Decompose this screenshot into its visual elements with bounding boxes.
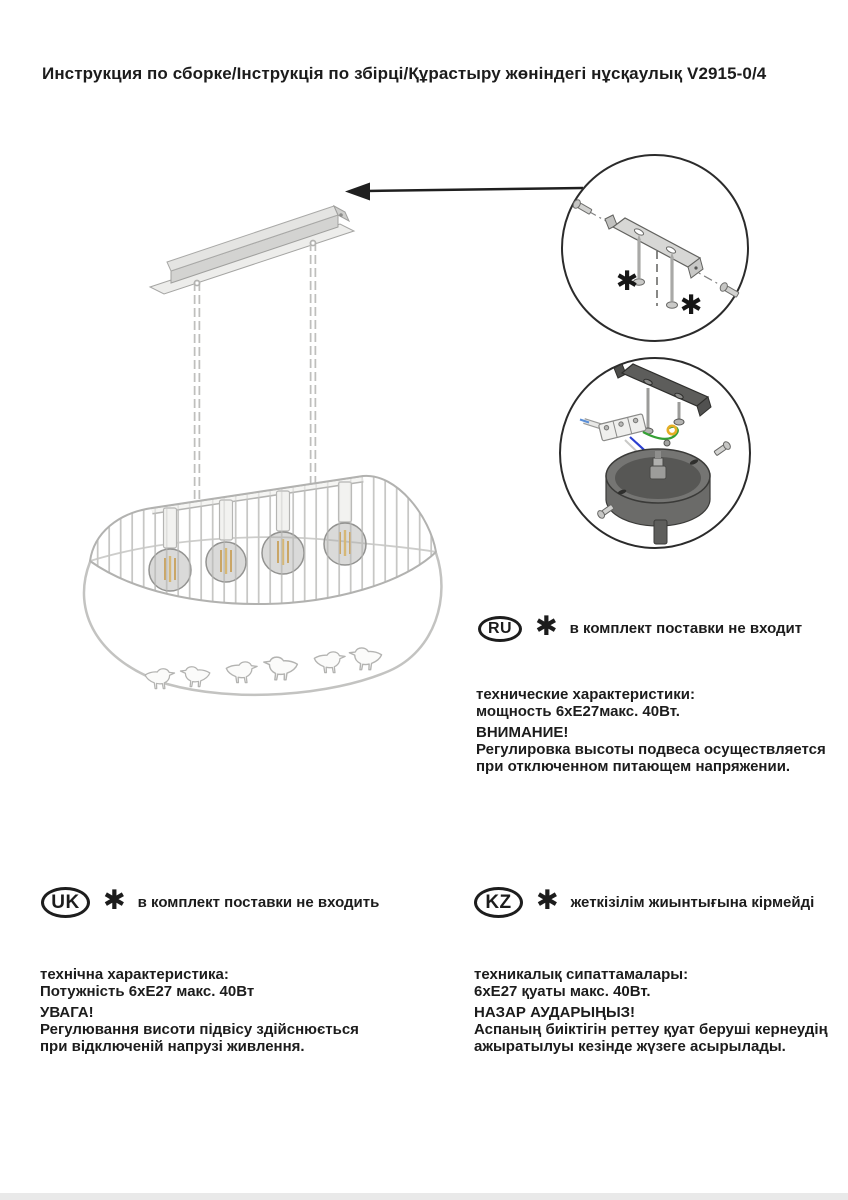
page-footer-strip bbox=[0, 1193, 848, 1200]
warning-title: ВНИМАНИЕ! bbox=[476, 724, 569, 741]
lang-row-kz bbox=[474, 887, 814, 918]
asterisk-mark: ✱ bbox=[535, 611, 558, 642]
chains bbox=[194, 240, 315, 506]
warning-line: при отключенном питающем напряжении. bbox=[476, 758, 791, 775]
country-badge-kz: KZ bbox=[474, 887, 523, 918]
note-ru: в комплект поставки не входит bbox=[569, 620, 803, 637]
bulbs-assembly bbox=[90, 476, 436, 604]
warning-line: ажыратылуы кезінде жүзеге асырылады. bbox=[474, 1038, 786, 1055]
asterisk-mark: ✱ bbox=[615, 266, 639, 297]
warning-line: Регулировка высоты подвеса осуществляется bbox=[476, 741, 826, 758]
ceiling-plate bbox=[150, 206, 354, 294]
asterisk-mark: ✱ bbox=[103, 885, 126, 916]
bird-figurine bbox=[145, 648, 381, 689]
specs-kz bbox=[474, 966, 828, 1055]
lang-row-ru bbox=[478, 611, 803, 642]
nut bbox=[664, 440, 670, 446]
asterisk-mark: ✱ bbox=[536, 885, 559, 916]
specs-title: техникалық сипаттамалары: bbox=[474, 966, 689, 983]
asterisk-mark: ✱ bbox=[679, 290, 703, 321]
detail-circle-canopy bbox=[560, 358, 750, 548]
warning-line: Аспаның биіктігін реттеу қуат беруші кернеудің bbox=[474, 1021, 828, 1038]
lang-row-uk bbox=[41, 887, 379, 918]
specs-power: 6хЕ27 қуаты макс. 40Вт. bbox=[474, 983, 651, 1000]
page-title: Инструкция по сборке/Інструкція по збірці/Құрастыру жөніндегі нұсқаулық V2915-0/4 bbox=[42, 64, 767, 83]
warning-line: при відключеній напрузі живлення. bbox=[40, 1038, 305, 1055]
warning-line: Регулювання висоти підвісу здійснюється bbox=[40, 1021, 359, 1038]
specs-power: мощность 6хЕ27макс. 40Вт. bbox=[476, 703, 680, 720]
note-kz: жеткізілім жиынтығына кірмейді bbox=[570, 894, 815, 911]
arrow-icon bbox=[345, 183, 583, 201]
detail-circle-bracket bbox=[562, 155, 748, 341]
specs-title: технічна характеристика: bbox=[40, 966, 229, 983]
warning-title: НАЗАР АУДАРЫҢЫЗ! bbox=[474, 1004, 636, 1021]
note-uk: в комплект поставки не входить bbox=[137, 894, 380, 911]
specs-power: Потужність 6хЕ27 макс. 40Вт bbox=[40, 983, 255, 1000]
specs-ru bbox=[476, 686, 826, 775]
warning-title: УВАГА! bbox=[40, 1004, 94, 1021]
specs-uk bbox=[40, 966, 359, 1055]
country-badge-ru: RU bbox=[478, 616, 522, 642]
specs-title: технические характеристики: bbox=[476, 686, 695, 703]
country-badge-uk: UK bbox=[41, 887, 90, 918]
